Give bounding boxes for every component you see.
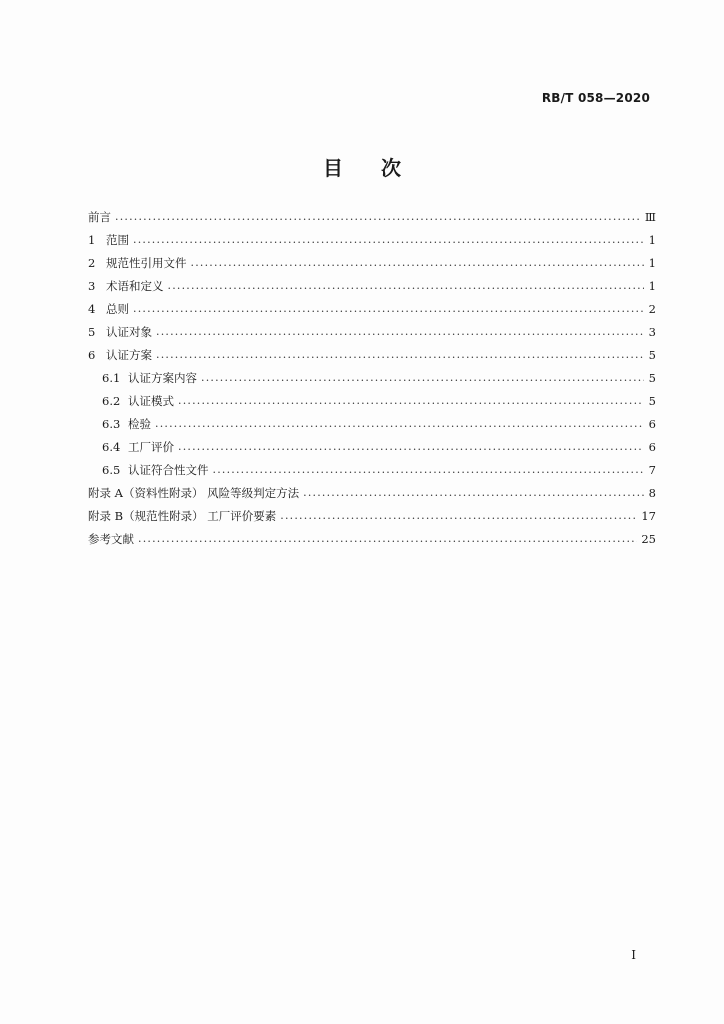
toc-entry-page: 1 [648,256,656,270]
toc-entry-page: 1 [648,233,656,247]
toc-entry[interactable] [88,209,656,232]
toc-dot-leader [178,442,644,454]
toc-entry-page: 6 [648,440,656,454]
toc-entry-label: 规范性引用文件 [106,256,187,270]
toc-entry-number: 6.3 [102,417,121,431]
toc-entry[interactable] [88,439,656,462]
toc-entry-page: 6 [648,417,656,431]
toc-entry-page: 1 [648,279,656,293]
toc-entry-label: 前言 [88,210,111,224]
toc-entry-label: 参考文献 [88,532,134,546]
toc-entry[interactable] [88,278,656,301]
toc-entry-label: 工厂评价 [128,440,174,454]
toc-entry-number: 6.2 [102,394,121,408]
toc-dot-leader [280,511,637,523]
toc-dot-leader [213,465,645,477]
toc-entry-page: 2 [648,302,656,316]
toc-dot-leader [178,396,644,408]
page-title: 目次 [323,156,439,180]
toc-entry-label: 认证方案 [106,348,152,362]
toc-entry-label: 认证符合性文件 [128,463,209,477]
toc-entry-page: 17 [641,509,656,523]
toc-entry[interactable] [88,416,656,439]
toc-dot-leader [138,534,637,546]
toc-dot-leader [191,258,645,270]
toc-dot-leader [155,419,644,431]
toc-entry-number: 6.4 [102,440,121,454]
toc-entry-page: 5 [648,394,656,408]
toc-entry-number: 6.5 [102,463,121,477]
toc-entry[interactable] [88,393,656,416]
toc-entry-number: 2 [88,256,96,270]
toc-dot-leader [303,488,644,500]
table-of-contents [88,209,656,554]
toc-entry-label: 认证对象 [106,325,152,339]
toc-entry[interactable] [88,347,656,370]
toc-entry[interactable] [88,301,656,324]
toc-dot-leader [133,235,644,247]
toc-entry-page: 5 [648,348,656,362]
toc-dot-leader [168,281,645,293]
toc-entry-number: 1 [88,233,96,247]
toc-entry[interactable] [88,485,656,508]
toc-entry-label: 附录 A（资料性附录） 风险等级判定方法 [88,486,300,500]
toc-dot-leader [156,327,644,339]
toc-entry[interactable] [88,255,656,278]
toc-entry-page: 25 [641,532,656,546]
toc-entry-number: 4 [88,302,96,316]
toc-entry[interactable] [88,370,656,393]
page-number: I [631,948,636,962]
toc-entry-label: 认证方案内容 [128,371,197,385]
toc-entry-label: 检验 [128,417,151,431]
toc-entry-page: 5 [648,371,656,385]
toc-dot-leader [156,350,644,362]
toc-entry-page: 3 [648,325,656,339]
toc-entry[interactable] [88,324,656,347]
toc-entry-label: 总则 [106,302,129,316]
toc-entry-number: 6 [88,348,96,362]
toc-dot-leader [133,304,644,316]
standard-code: RB/T 058—2020 [541,91,650,105]
toc-dot-leader [115,212,641,224]
toc-entry-number: 6.1 [102,371,121,385]
toc-dot-leader [201,373,644,385]
toc-entry-page: 8 [648,486,656,500]
toc-entry-label: 术语和定义 [106,279,164,293]
toc-entry-label: 认证模式 [128,394,174,408]
toc-entry-page: Ⅲ [644,210,656,224]
toc-entry-number: 3 [88,279,96,293]
toc-entry-number: 5 [88,325,96,339]
toc-entry-label: 范围 [106,233,129,247]
toc-entry-label: 附录 B（规范性附录） 工厂评价要素 [88,509,277,523]
toc-entry[interactable] [88,531,656,554]
toc-entry[interactable] [88,462,656,485]
toc-entry-page: 7 [648,463,656,477]
toc-entry[interactable] [88,508,656,531]
toc-entry[interactable] [88,232,656,255]
